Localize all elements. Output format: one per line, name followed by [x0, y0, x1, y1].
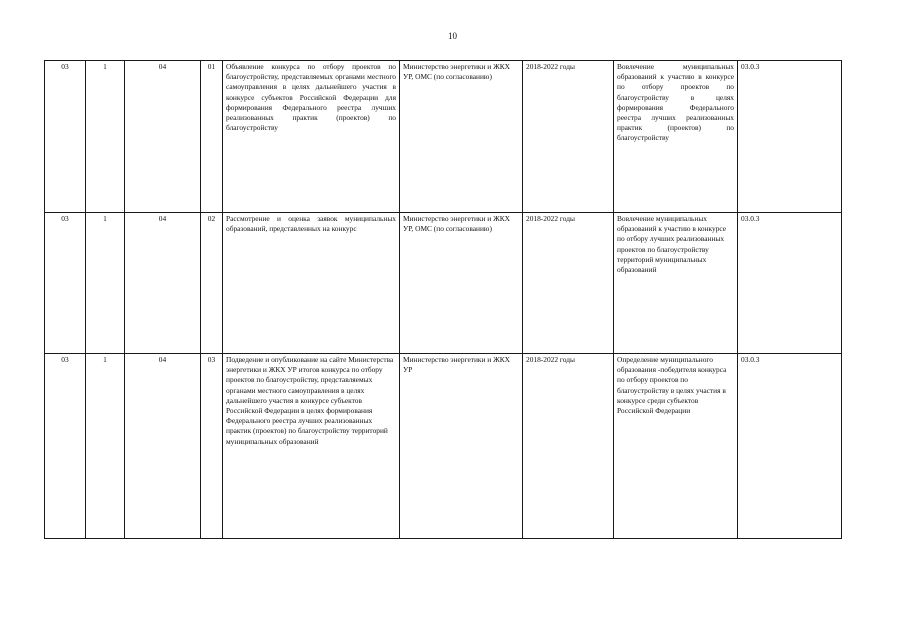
cell-code-2: 1	[86, 354, 125, 539]
cell-period: 2018-2022 годы	[523, 354, 614, 539]
cell-code-4: 01	[201, 61, 223, 213]
cell-event-name: Объявление конкурса по отбору проектов по благоустройству, представляемых органами местного самоуправления в целях дальнейшего участия в конкурсе субъектов Российской Федерации для формирования Федерального реестра лучших реализованных практик (проектов) по благоустройству	[223, 61, 400, 213]
table-row	[45, 213, 842, 354]
cell-code-1: 03	[45, 61, 86, 213]
cell-code-3: 04	[125, 61, 201, 213]
cell-executor: Министерство энергетики и ЖКХ УР, ОМС (по согласованию)	[400, 61, 523, 213]
cell-period: 2018-2022 годы	[523, 213, 614, 354]
cell-expected-result: Определение муниципального образования -победителя конкурса по отбору проектов по благоустройству в целях участия в конкурсе среди субъектов Российской Федерации	[614, 354, 738, 539]
table-row	[45, 61, 842, 213]
program-table	[44, 60, 842, 539]
cell-code-2: 1	[86, 213, 125, 354]
cell-executor: Министерство энергетики и ЖКХ УР	[400, 354, 523, 539]
cell-code-4: 02	[201, 213, 223, 354]
cell-event-name: Подведение и опубликование на сайте Министерства энергетики и ЖКХ УР итогов конкурса по отбору проектов по благоустройству, представляемых органами местного самоуправления в целях дальнейшего участия в конкурсе субъектов Российской Федерации в целях формирования Федерального реестра лучших реализованных практик (проектов) по благоустройству территорий муниципальных образований	[223, 354, 400, 539]
cell-expected-result: Вовлечение муниципальных образований к участию в конкурсе по отбору проектов по благоустройству в целях формирования Федерального реестра лучших реализованных практик (проектов) по благоустройству	[614, 61, 738, 213]
cell-code-1: 03	[45, 213, 86, 354]
cell-indicator-code: 03.0.3	[738, 354, 842, 539]
cell-period: 2018-2022 годы	[523, 61, 614, 213]
cell-code-3: 04	[125, 354, 201, 539]
cell-code-3: 04	[125, 213, 201, 354]
cell-code-4: 03	[201, 354, 223, 539]
cell-indicator-code: 03.0.3	[738, 213, 842, 354]
cell-expected-result: Вовлечение муниципальных образований к участию в конкурсе по отбору лучших реализованных проектов по благоустройству территорий муниципальных образований	[614, 213, 738, 354]
table-row	[45, 354, 842, 539]
cell-indicator-code: 03.0.3	[738, 61, 842, 213]
cell-code-1: 03	[45, 354, 86, 539]
cell-code-2: 1	[86, 61, 125, 213]
page-number: 10	[448, 31, 457, 41]
cell-event-name: Рассмотрение и оценка заявок муниципальных образований, представленных на конкурс	[223, 213, 400, 354]
cell-executor: Министерство энергетики и ЖКХ УР, ОМС (по согласованию)	[400, 213, 523, 354]
